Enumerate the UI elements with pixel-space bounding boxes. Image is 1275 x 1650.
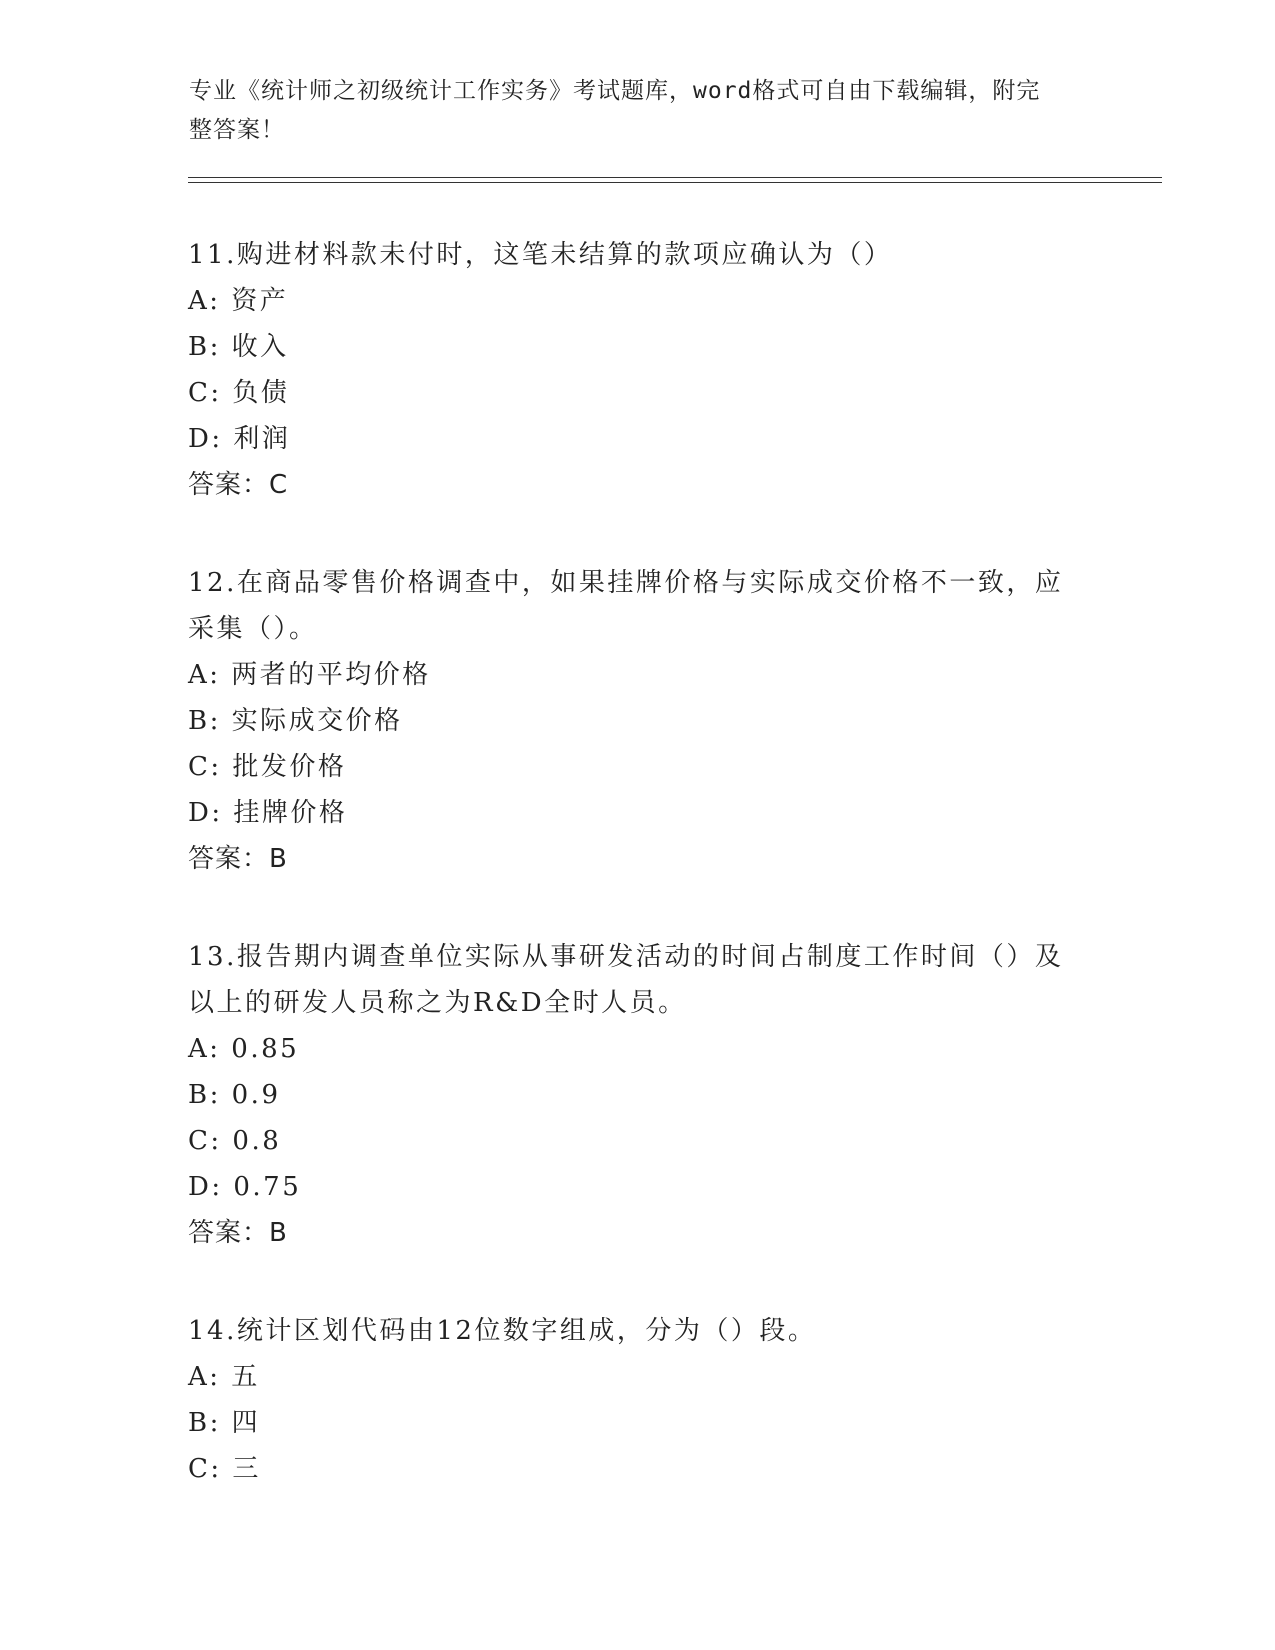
question-stem: 13.报告期内调查单位实际从事研发活动的时间占制度工作时间（）及 (188, 942, 1064, 972)
question-stem: 11.购进材料款未付时，这笔未结算的款项应确认为（） (188, 240, 893, 270)
question-stem: 12.在商品零售价格调查中，如果挂牌价格与实际成交价格不一致，应 (188, 568, 1064, 598)
option-b: B: 实际成交价格 (188, 706, 403, 736)
option-d: D: 0.75 (188, 1172, 302, 1202)
option-a: A: 资产 (188, 286, 289, 316)
option-a: A: 0.85 (188, 1034, 300, 1064)
option-d: D: 利润 (188, 424, 291, 454)
header-divider-bottom (188, 182, 1162, 183)
option-b: B: 收入 (188, 332, 289, 362)
option-b: B: 四 (188, 1408, 261, 1438)
answer-line: 答案：B (188, 844, 288, 874)
option-a: A: 两者的平均价格 (188, 660, 431, 690)
option-c: C: 批发价格 (188, 752, 347, 782)
answer-line: 答案：B (188, 1218, 288, 1248)
question-block (188, 934, 1088, 1256)
answer-line: 答案：C (188, 470, 289, 500)
option-c: C: 0.8 (188, 1126, 282, 1156)
option-c: C: 负债 (188, 378, 290, 408)
option-c: C: 三 (188, 1454, 261, 1484)
question-stem-continued: 以上的研发人员称之为R&D全时人员。 (188, 988, 687, 1018)
question-stem: 14.统计区划代码由12位数字组成，分为（）段。 (188, 1316, 817, 1346)
header-line-2: 整答案！ (189, 117, 285, 143)
question-list (188, 232, 1088, 1492)
header-divider-top (188, 177, 1162, 178)
question-block (188, 232, 1088, 508)
document-header (189, 72, 1069, 150)
option-a: A: 五 (188, 1362, 260, 1392)
question-stem-continued: 采集（）。 (188, 614, 318, 644)
question-block (188, 1308, 1088, 1492)
option-b: B: 0.9 (188, 1080, 281, 1110)
header-line-1: 专业《统计师之初级统计工作实务》考试题库，word格式可自由下载编辑，附完 (189, 78, 1041, 104)
option-d: D: 挂牌价格 (188, 798, 348, 828)
question-block (188, 560, 1088, 882)
